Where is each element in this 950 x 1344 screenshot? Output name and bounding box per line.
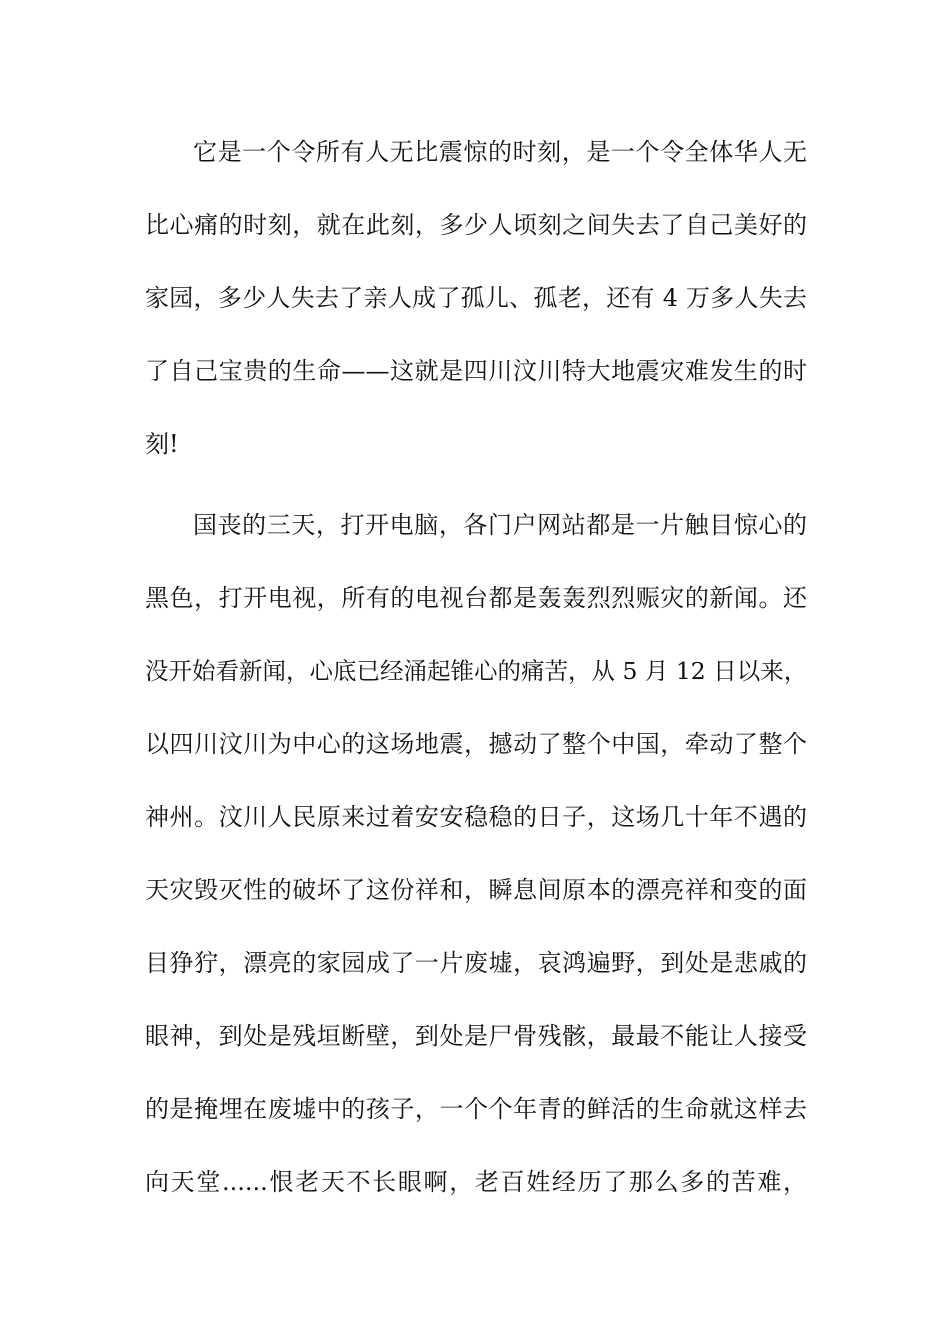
paragraph-2-line-1: 国丧的三天，打开电脑，各门户网站都是一片触目惊心的 <box>193 511 807 539</box>
paragraph-2-line-3: 没开始看新闻，心底已经涌起锥心的痛苦，从 5 月 12 日以来， <box>145 657 808 685</box>
paragraph-2-line-5: 神州。汶川人民原来过着安安稳稳的日子，这场几十年不遇的 <box>145 803 807 831</box>
paragraph-2-line-6: 天灾毁灭性的破坏了这份祥和，瞬息间原本的漂亮祥和变的面 <box>145 876 807 904</box>
paragraph-2-line-10: 向天堂......恨老天不长眼啊，老百姓经历了那么多的苦难， <box>145 1168 807 1196</box>
paragraph-2-line-7: 目狰狞，漂亮的家园成了一片废墟，哀鸿遍野，到处是悲戚的 <box>145 949 807 977</box>
paragraph-2-line-2: 黑色，打开电视，所有的电视台都是轰轰烈烈赈灾的新闻。还 <box>145 584 807 612</box>
paragraph-1-line-5: 刻! <box>145 430 179 458</box>
paragraph-2-line-8: 眼神，到处是残垣断壁，到处是尸骨残骸，最最不能让人接受 <box>145 1022 807 1050</box>
paragraph-2-line-9: 的是掩埋在废墟中的孩子，一个个年青的鲜活的生命就这样去 <box>145 1095 807 1123</box>
paragraph-1-line-2: 比心痛的时刻，就在此刻，多少人顷刻之间失去了自己美好的 <box>145 211 807 239</box>
paragraph-1-line-1: 它是一个令所有人无比震惊的时刻，是一个令全体华人无 <box>193 138 807 166</box>
paragraph-1-line-4: 了自己宝贵的生命——这就是四川汶川特大地震灾难发生的时 <box>145 357 807 385</box>
paragraph-2-line-4: 以四川汶川为中心的这场地震，撼动了整个中国，牵动了整个 <box>145 730 807 758</box>
paragraph-1-line-3: 家园，多少人失去了亲人成了孤儿、孤老，还有 4 万多人失去 <box>145 284 807 312</box>
